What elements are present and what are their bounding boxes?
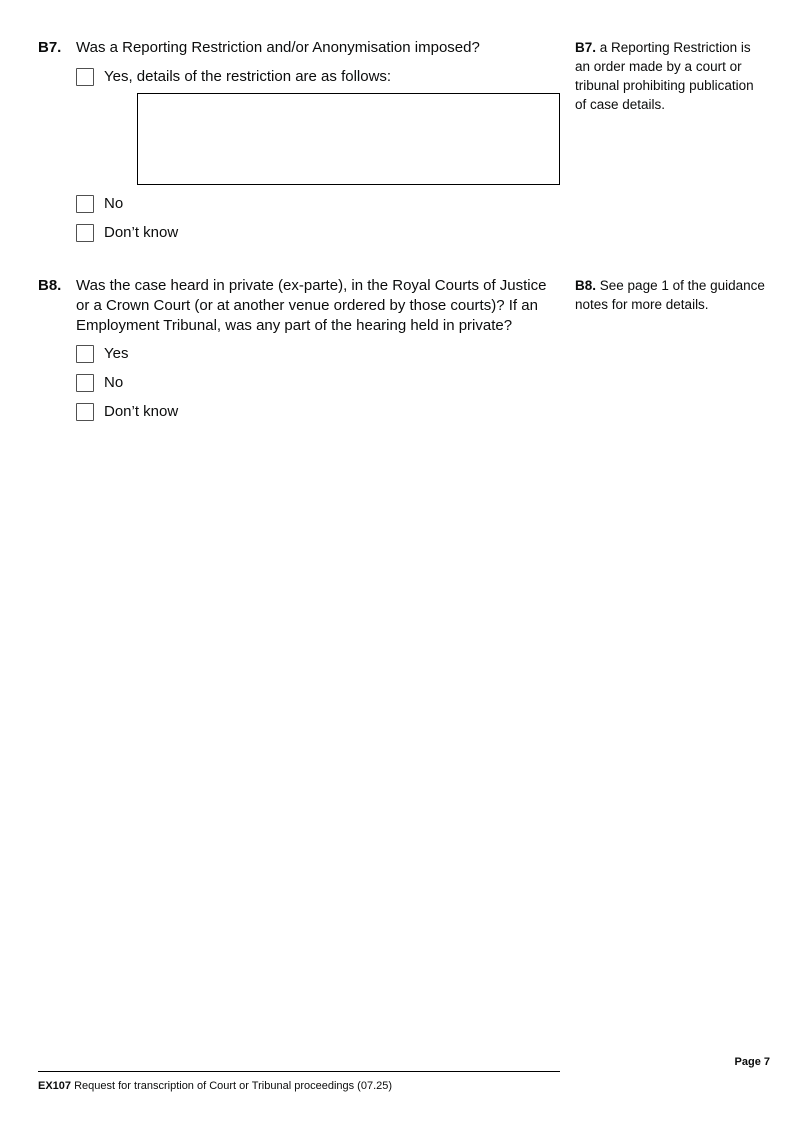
note-number: B8. bbox=[575, 278, 597, 293]
question-body bbox=[76, 38, 550, 242]
option-label: No bbox=[104, 195, 124, 212]
option-label: Don’t know bbox=[104, 403, 179, 420]
form-title: Request for transcription of Court or Tribunal proceedings (07.25) bbox=[74, 1080, 393, 1092]
note-b7 bbox=[575, 38, 767, 114]
b8-yes-checkbox[interactable] bbox=[76, 345, 94, 363]
question-b7 bbox=[38, 38, 550, 242]
b7-yes-checkbox[interactable] bbox=[76, 68, 94, 86]
option-label: Yes bbox=[104, 345, 129, 362]
question-text: Was the case heard in private (ex-parte), in the Royal Courts of Justice or a Crown Court (or at another venue ordered by those courts)? If an Employment Tribunal, was any part of the hearing held in private? bbox=[76, 277, 547, 334]
question-text: Was a Reporting Restriction and/or Anonymisation imposed? bbox=[76, 39, 480, 56]
footer-text bbox=[38, 1079, 392, 1093]
option-label: Yes, details of the restriction are as follows: bbox=[104, 68, 392, 85]
option-row bbox=[76, 195, 550, 213]
question-number: B7. bbox=[38, 39, 62, 56]
option-label: Don’t know bbox=[104, 224, 179, 241]
question-b8 bbox=[38, 276, 550, 421]
form-code: EX107 bbox=[38, 1080, 72, 1092]
note-b8 bbox=[575, 276, 767, 314]
b7-no-checkbox[interactable] bbox=[76, 195, 94, 213]
b8-dont-know-checkbox[interactable] bbox=[76, 403, 94, 421]
option-row bbox=[76, 403, 550, 421]
footer-divider bbox=[38, 1071, 560, 1072]
option-row bbox=[76, 374, 550, 392]
option-row bbox=[76, 345, 550, 363]
note-number: B7. bbox=[575, 40, 597, 55]
note-text: a Reporting Restriction is an order made by a court or tribunal prohibiting publication of case details. bbox=[575, 40, 754, 112]
question-body bbox=[76, 276, 550, 421]
b7-details-textarea[interactable] bbox=[137, 93, 560, 185]
b7-dont-know-checkbox[interactable] bbox=[76, 224, 94, 242]
question-number: B8. bbox=[38, 277, 62, 294]
option-label: No bbox=[104, 374, 124, 391]
b8-no-checkbox[interactable] bbox=[76, 374, 94, 392]
note-text: See page 1 of the guidance notes for more details. bbox=[575, 278, 765, 312]
option-row bbox=[76, 224, 550, 242]
option-row bbox=[76, 68, 550, 86]
page-number: Page 7 bbox=[734, 1056, 770, 1068]
